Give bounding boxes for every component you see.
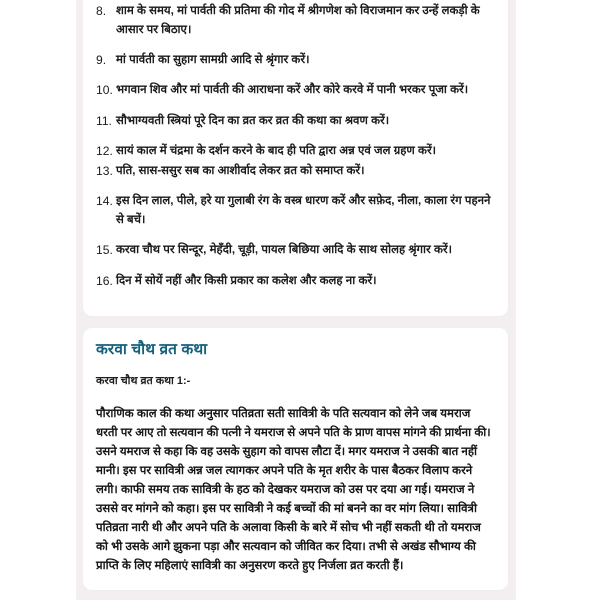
card-stack — [83, 0, 508, 590]
list-item-text: करवा चौथ पर सिन्दूर, मेहँदी, चूड़ी, पायल बिछिया आदि के साथ सोलह श्रृंगार करें। — [116, 243, 453, 257]
vrat-rules-list — [96, 2, 495, 291]
list-item-text: मां पार्वती का सुहाग सामग्री आदि से श्रृंगार करें। — [116, 52, 310, 66]
list-item — [96, 81, 495, 101]
list-item — [96, 51, 495, 71]
list-item-number: 8. — [96, 4, 107, 18]
list-item-text: भगवान शिव और मां पार्वती की आराधना करें और कोरे करवे में पानी भरकर पूजा करें। — [116, 83, 469, 97]
list-item-text: पति, सास-ससुर सब का आशीर्वाद लेकर व्रत को समाप्त करें। — [116, 163, 365, 177]
page-title: करवा चौथ व्रत कथा — [96, 341, 208, 359]
list-item-number: 12. — [96, 144, 113, 159]
list-item-text: शाम के समय, मां पार्वती की प्रतिमा की गोद में श्रीगणेश को विराजमान कर उन्हें लकड़ी के आसार पर बिठाए। — [116, 4, 480, 36]
katha-subtitle: करवा चौथ व्रत कथा 1:- — [96, 375, 191, 388]
list-item — [96, 241, 495, 261]
list-item — [96, 192, 495, 230]
list-item — [96, 2, 495, 40]
list-item — [96, 112, 495, 132]
list-item-number: 14. — [96, 194, 113, 209]
list-item-text: दिन में सोयें नहीं और किसी प्रकार का कलेश और कलह ना करें। — [116, 273, 377, 287]
list-item-text: सौभाग्यवती स्त्रियां पूरे दिन का व्रत कर व्रत की कथा का श्रवण करें। — [116, 113, 390, 127]
list-item-number: 13. — [96, 163, 113, 178]
list-item — [96, 162, 495, 182]
list-item-number: 10. — [96, 83, 113, 98]
list-item-number: 9. — [96, 52, 107, 67]
list-item-number: 11. — [96, 113, 112, 128]
list-item-text: सायं काल में चंद्रमा के दर्शन करने के बाद ही पति द्वारा अन्न एवं जल ग्रहण करें। — [116, 144, 437, 158]
vrat-katha-card — [83, 328, 508, 590]
list-item-text: इस दिन लाल, पीले, हरे या गुलाबी रंग के वस्त्र धारण करें और सफ़ेद, नीला, काला रंग पहनने से बचें। — [116, 194, 491, 227]
vrat-rules-card — [83, 0, 508, 316]
list-item — [96, 142, 495, 162]
list-item — [96, 272, 495, 292]
katha-body-paragraph: पौराणिक काल की कथा अनुसार पतिव्रता सती सावित्री के पति सत्यवान को लेने जब यमराज धरती पर आए तो सत्यवान की पत्नी ने यमराज से अपने पति के प्राण वापस मांगने की प्रार्थना की। उसने यमराज से कहा कि वह उसके सुहाग को वापस लौटा दें। मगर यमराज ने उसकी बात नहीं मानी। इस पर सावित्री अन्न जल त्यागकर अपने पति के मृत शरीर के पास बैठकर विलाप करने लगी। काफी समय तक सावित्री के हठ को देखकर यमराज को उस पर दया आ गई। यमराज ने उससे वर मांगने को कहा। इस पर सावित्री ने कई बच्चों की मां बनने का वर मांग लिया। सावित्री पतिव्रता नारी थी और अपने पति के अलावा किसी के बारे में सोच भी नहीं सकती थी तो यमराज को भी उसके आगे झुकना पड़ा और सत्यवान को जीवित कर दिया। तभी से अखंड सौभाग्य की प्राप्ति के लिए महिलाएं सावित्री का अनुसरण करते हुए निर्जला व्रत करती हैं। — [96, 406, 491, 572]
list-item-number: 16. — [96, 273, 113, 288]
list-item-number: 15. — [96, 243, 113, 258]
